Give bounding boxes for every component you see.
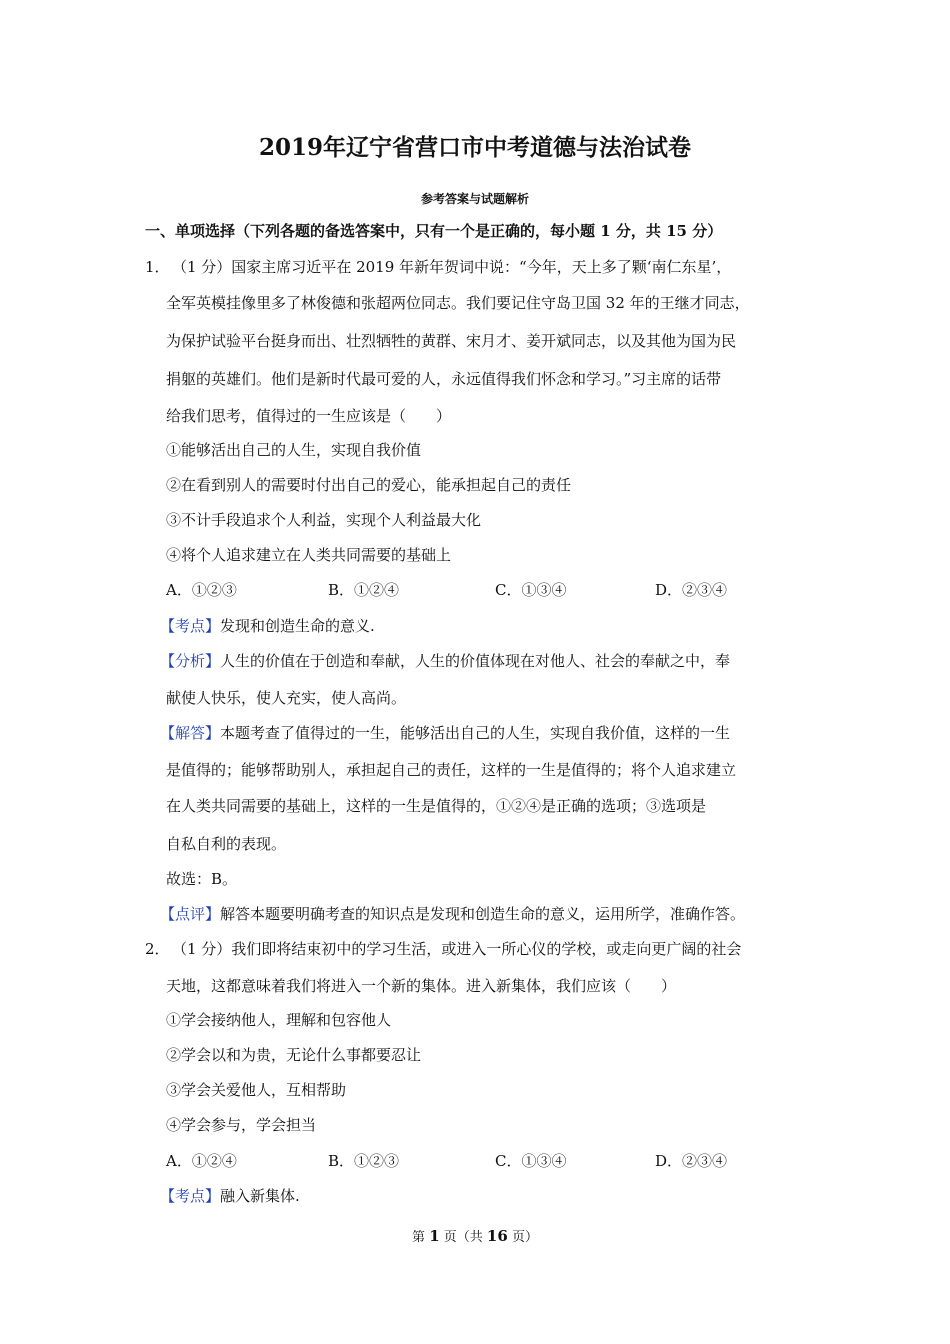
question-1-option-c: C．①③④	[495, 581, 567, 599]
question-1-jieda-line: 自私自利的表现。	[166, 835, 287, 853]
question-1-option-b: B．①②④	[328, 581, 400, 599]
question-1-stem-line: 全军英模挂像里多了林俊德和张超两位同志。我们要记住守岛卫国 32 年的王继才同志，	[166, 294, 750, 312]
dianping-text: 解答本题要明确考查的知识点是发现和创造生命的意义，运用所学，准确作答。	[220, 905, 746, 923]
total-pages: 16	[486, 1227, 508, 1245]
question-2-kaodian	[160, 1184, 300, 1208]
question-1-kaodian	[160, 614, 375, 638]
question-2-number: 2．	[145, 940, 170, 958]
kaodian-text: 融入新集体.	[220, 1187, 300, 1205]
question-1-item: ②在看到别人的需要时付出自己的爱心，能承担起自己的责任	[166, 476, 572, 494]
question-2-option-c: C．①③④	[495, 1152, 567, 1170]
question-2-item: ④学会参与，学会担当	[166, 1116, 317, 1134]
question-2-option-d: D．②③④	[655, 1152, 728, 1170]
question-2-stem-line: 天地，这都意味着我们将进入一个新的集体。进入新集体，我们应该（ ）	[166, 977, 677, 995]
question-1-jieda	[160, 721, 730, 745]
question-2-item: ①学会接纳他人，理解和包容他人	[166, 1011, 392, 1029]
page-title: 2019年辽宁省营口市中考道德与法治试卷	[258, 134, 691, 161]
question-1-stem-line: 捐躯的英雄们。他们是新时代最可爱的人，永远值得我们怀念和学习。”习主席的话带	[166, 370, 722, 388]
question-2-item: ②学会以和为贵，无论什么事都要忍让	[166, 1046, 422, 1064]
question-1-option-a: A．①②③	[166, 581, 237, 599]
kaodian-tag: 【考点】	[160, 617, 221, 635]
footer-suffix: 页）	[511, 1230, 538, 1245]
jieda-tag: 【解答】	[160, 724, 221, 742]
kaodian-text: 发现和创造生命的意义.	[220, 617, 375, 635]
footer-middle: 页（共	[443, 1230, 483, 1245]
question-1-number: 1．	[145, 258, 170, 276]
answer-subtitle: 参考答案与试题解析	[420, 192, 529, 206]
question-1-item: ①能够活出自己的人生，实现自我价值	[166, 441, 422, 459]
question-1-stem-line: 为保护试验平台挺身而出、壮烈牺牲的黄群、宋月才、姜开斌同志，以及其他为国为民	[166, 332, 737, 350]
fenxi-tag: 【分析】	[160, 652, 221, 670]
jieda-text: 本题考查了值得过的一生，能够活出自己的人生，实现自我价值，这样的一生	[220, 724, 731, 742]
question-1-fenxi	[160, 649, 730, 673]
question-1-fenxi-line: 献使人快乐，使人充实，使人高尚。	[166, 689, 407, 707]
kaodian-tag: 【考点】	[160, 1187, 221, 1205]
footer-prefix: 第	[412, 1230, 426, 1245]
question-2-option-b: B．①②③	[328, 1152, 400, 1170]
question-1-dianping	[160, 902, 745, 926]
page-number: 1	[429, 1227, 440, 1245]
question-1-jieda-line: 是值得的；能够帮助别人，承担起自己的责任，这样的一生是值得的；将个人追求建立	[166, 761, 737, 779]
question-1-jieda-line: 在人类共同需要的基础上，这样的一生是值得的，①②④是正确的选项；③选项是	[166, 797, 707, 815]
question-2-item: ③学会关爱他人，互相帮助	[166, 1081, 347, 1099]
question-1-option-d: D．②③④	[655, 581, 728, 599]
question-2-option-a: A．①②④	[166, 1152, 237, 1170]
question-1-item: ④将个人追求建立在人类共同需要的基础上	[166, 546, 452, 564]
fenxi-text: 人生的价值在于创造和奉献，人生的价值体现在对他人、社会的奉献之中，奉	[220, 652, 731, 670]
section-heading: 一、单项选择（下列各题的备选答案中，只有一个是正确的，每小题 1 分，共 15 分）	[145, 222, 723, 240]
question-1-answer: 故选：B。	[166, 870, 238, 888]
page-footer	[0, 1226, 950, 1248]
question-1-stem-line: （1 分）国家主席习近平在 2019 年新年贺词中说：“今年，天上多了颗‘南仁东星’，	[172, 258, 732, 276]
question-1-item: ③不计手段追求个人利益，实现个人利益最大化	[166, 511, 482, 529]
question-1-stem-line: 给我们思考，值得过的一生应该是（ ）	[166, 407, 452, 425]
question-2-stem-line: （1 分）我们即将结束初中的学习生活，或进入一所心仪的学校，或走向更广阔的社会	[172, 940, 742, 958]
dianping-tag: 【点评】	[160, 905, 221, 923]
